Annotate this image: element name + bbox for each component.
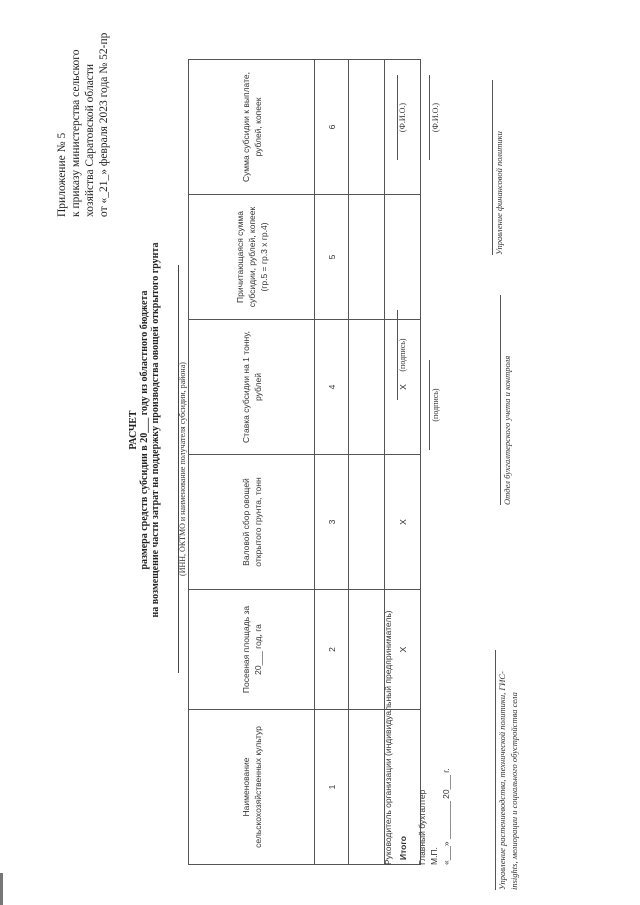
dept2-line xyxy=(500,295,501,505)
head-signature-label: Руководитель организации (индивидуальный предприниматель) xyxy=(383,610,393,865)
header-area: Посевная площадь за 20___ год, га xyxy=(189,590,315,710)
table-cell xyxy=(349,195,385,320)
header-crops: Наименование сельскохозяйственных культур xyxy=(189,710,315,865)
recipient-caption: (ИНН, ОКТМО и наименование получателя субсидии, района) xyxy=(178,362,187,576)
dept1-line-2: insights, мелиорации и социального обустройства села xyxy=(509,692,519,890)
dept3-line xyxy=(492,80,493,255)
title-main: РАСЧЕТ xyxy=(128,410,139,450)
scan-edge-mark xyxy=(0,873,3,905)
dept1-line xyxy=(495,650,496,890)
total-label: Итого xyxy=(385,710,421,865)
column-number: 1 xyxy=(315,710,349,865)
table-row xyxy=(315,60,349,865)
appendix-line-3: хозяйства Саратовской области xyxy=(84,63,96,217)
column-number: 4 xyxy=(315,320,349,455)
total-mark: X xyxy=(385,455,421,590)
stamp-place: М.П. xyxy=(429,847,439,865)
signature-caption: (подпись) xyxy=(398,338,407,372)
dept1-line-1: Управление растениеводства, технической политики, ГИС- xyxy=(497,671,507,890)
accountant-label: Главный бухгалтер xyxy=(417,789,427,865)
column-number: 6 xyxy=(315,60,349,195)
fio-caption: (Ф.И.О.) xyxy=(398,102,407,133)
accountant-signature-line xyxy=(429,360,430,450)
table-cell xyxy=(349,455,385,590)
appendix-line-2: к приказу министерства сельского xyxy=(70,49,82,217)
accountant-fio-line xyxy=(429,75,430,160)
column-number: 5 xyxy=(315,195,349,320)
fio-caption: (Ф.И.О.) xyxy=(431,102,440,133)
table-row xyxy=(349,60,385,865)
column-number: 2 xyxy=(315,590,349,710)
header-payout-sum: Сумма субсидии к выплате, рублей, копеек xyxy=(189,60,315,195)
appendix-block xyxy=(55,33,111,217)
header-gross-yield: Валовой сбор овощей открытого грунта, тонн xyxy=(189,455,315,590)
appendix-line-1: Приложение № 5 xyxy=(56,132,68,217)
appendix-line-4: от «_21_» февраля 2023 года № 52-пр xyxy=(98,32,110,217)
table-cell xyxy=(349,320,385,455)
date-line: «___» ________ 20___ г. xyxy=(441,768,451,865)
dept2-label: Отдел бухгалтерского учета и контроля xyxy=(502,355,512,505)
column-number: 3 xyxy=(315,455,349,590)
title-line-3: на возмещение части затрат на поддержку производства овощей открытого грунта xyxy=(150,242,161,618)
header-due-sum: Причитающаяся сумма субсидии, рублей, копеек (гр.5 = гр.3 х гр.4) xyxy=(189,195,315,320)
table-cell xyxy=(349,710,385,865)
title-line-2: размера средств субсидии в 20___ году из областного бюджета xyxy=(139,290,150,570)
table-header-row xyxy=(189,60,315,865)
signature-caption: (подпись) xyxy=(431,388,440,422)
document-title xyxy=(128,205,161,655)
table-cell xyxy=(385,195,421,320)
table-cell xyxy=(349,60,385,195)
header-rate: Ставка субсидии на 1 тонну, рублей xyxy=(189,320,315,455)
dept3-label: Управление финансовой политики xyxy=(494,131,504,255)
table-cell xyxy=(349,590,385,710)
total-mark: X xyxy=(385,320,421,455)
total-mark: X xyxy=(385,590,421,710)
